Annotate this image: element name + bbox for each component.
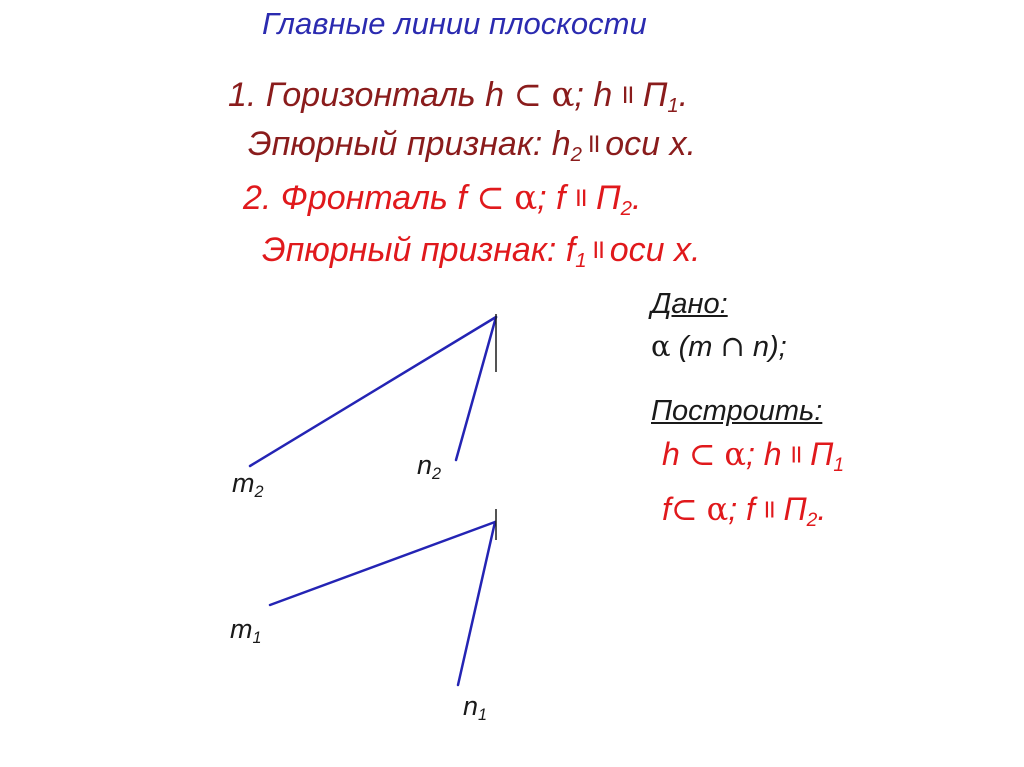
plane-symbol: П <box>586 179 621 217</box>
frontal-sign-rest: оси х. <box>609 231 701 269</box>
plane-subscript: 2 <box>620 198 632 221</box>
construct-h-prefix: h <box>662 436 680 472</box>
frontal-sign-subscript: 1 <box>575 250 587 273</box>
frontal-rest: ; f <box>537 179 566 217</box>
parallel-symbol: II <box>621 82 634 110</box>
subset-symbol: ⊂ <box>670 490 698 528</box>
alpha-symbol: α <box>706 490 729 528</box>
horizontal-sign-text: Эпюрный признак: h <box>248 125 571 163</box>
alpha-symbol: α <box>651 329 671 363</box>
parallel-symbol: II <box>586 237 610 265</box>
construct-f-prefix: f <box>662 491 671 527</box>
label-m1: $m_1$ <box>230 614 262 647</box>
frontal-prefix: 2. Фронталь f <box>243 179 467 217</box>
line-n1 <box>458 522 495 685</box>
parallel-symbol: II <box>574 185 587 213</box>
frontal-end: . <box>632 179 642 217</box>
given-open: (m <box>670 331 721 363</box>
alpha-symbol: α <box>514 178 538 218</box>
parallel-symbol: II <box>582 131 606 159</box>
slide-title: Главные линии плоскости <box>262 6 647 41</box>
plane-symbol: П <box>801 436 834 472</box>
horizontal-sign-subscript: 2 <box>570 144 583 167</box>
construct-heading: Построить: <box>651 395 823 427</box>
given-close: n); <box>744 331 787 363</box>
line-m2 <box>250 317 496 466</box>
horizontal-prefix: 1. Горизонталь h <box>228 76 505 114</box>
label-n1: $n_1$ <box>463 691 488 724</box>
alpha-symbol: α <box>551 75 575 115</box>
subset-symbol: ⊂ <box>688 435 716 473</box>
frontal-sign-text: Эпюрный признак: f <box>262 231 576 269</box>
horizontal-sign-rest: оси х. <box>605 125 696 163</box>
plane-subscript: 1 <box>667 95 679 118</box>
construct-f-rest: ; f <box>728 491 764 527</box>
construct-h-rest: ; h <box>746 436 791 472</box>
label-n2: $n_2$ <box>417 450 442 483</box>
label-m2: $m_2$ <box>232 468 264 501</box>
plane-subscript: 2 <box>806 509 818 531</box>
horizontal-end: . <box>678 76 689 114</box>
line-m1 <box>270 522 495 605</box>
construct-f-end: . <box>817 491 827 527</box>
plane-symbol: П <box>774 491 807 527</box>
subset-symbol: ⊂ <box>476 178 505 218</box>
horizontal-rest: ; h <box>574 76 613 114</box>
parallel-symbol: II <box>763 496 775 523</box>
given-heading: Дано: <box>651 288 728 320</box>
plane-symbol: П <box>633 76 668 114</box>
plane-subscript: 1 <box>833 454 845 476</box>
subset-symbol: ⊂ <box>513 75 542 115</box>
intersection-symbol: ∩ <box>720 329 745 363</box>
parallel-symbol: II <box>790 441 802 468</box>
alpha-symbol: α <box>724 435 746 473</box>
